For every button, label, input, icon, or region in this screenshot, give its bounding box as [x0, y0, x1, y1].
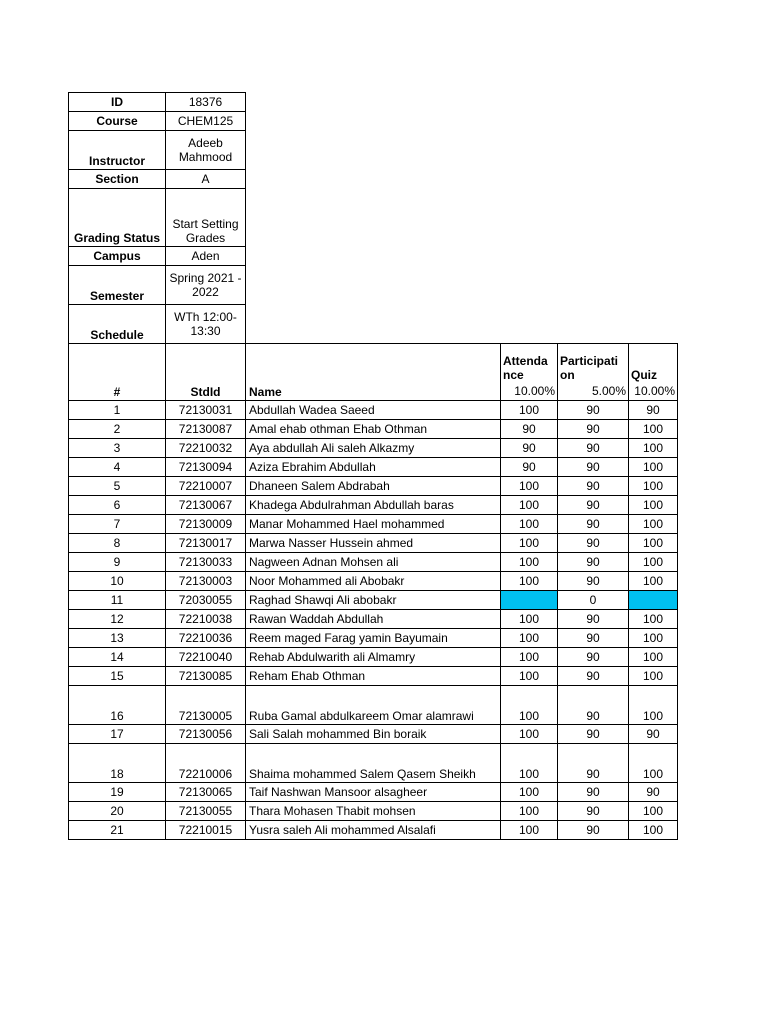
student-row	[69, 725, 678, 744]
student-id: 72130031	[166, 401, 246, 420]
info-label: Schedule	[69, 305, 166, 344]
student-name: Reem maged Farag yamin Bayumain	[246, 629, 501, 648]
participation-score: 90	[558, 420, 629, 439]
student-num: 7	[69, 515, 166, 534]
student-name: Aziza Ebrahim Abdullah	[246, 458, 501, 477]
student-row	[69, 572, 678, 591]
participation-score: 90	[558, 553, 629, 572]
participation-score: 90	[558, 534, 629, 553]
student-num: 17	[69, 725, 166, 744]
student-row	[69, 458, 678, 477]
info-label: Grading Status	[69, 189, 166, 247]
attendance-score: 100	[501, 783, 558, 802]
attendance-score: 90	[501, 420, 558, 439]
student-id: 72130017	[166, 534, 246, 553]
quiz-score: 100	[629, 686, 678, 725]
student-id: 72210036	[166, 629, 246, 648]
student-name: Sali Salah mohammed Bin boraik	[246, 725, 501, 744]
quiz-score: 100	[629, 496, 678, 515]
attendance-score: 100	[501, 553, 558, 572]
attendance-score: 100	[501, 610, 558, 629]
quiz-score: 100	[629, 477, 678, 496]
student-row	[69, 420, 678, 439]
quiz-score: 100	[629, 458, 678, 477]
course-info	[69, 93, 678, 401]
student-name: Raghad Shawqi Ali abobakr	[246, 591, 501, 610]
participation-score: 0	[558, 591, 629, 610]
attendance-score: 100	[501, 534, 558, 553]
info-value: Aden	[166, 247, 246, 266]
participation-score: 90	[558, 648, 629, 667]
student-id: 72130087	[166, 420, 246, 439]
quiz-score: 100	[629, 534, 678, 553]
attendance-score: 90	[501, 439, 558, 458]
attendance-score: 100	[501, 686, 558, 725]
student-num: 15	[69, 667, 166, 686]
quiz-score: 100	[629, 802, 678, 821]
participation-score: 90	[558, 572, 629, 591]
student-num: 14	[69, 648, 166, 667]
student-row	[69, 802, 678, 821]
info-label: Section	[69, 170, 166, 189]
student-num: 9	[69, 553, 166, 572]
student-row	[69, 686, 678, 725]
quiz-score: 100	[629, 821, 678, 840]
participation-score: 90	[558, 496, 629, 515]
student-row	[69, 610, 678, 629]
quiz-score: 90	[629, 783, 678, 802]
student-num: 19	[69, 783, 166, 802]
attendance-score: 100	[501, 802, 558, 821]
student-row	[69, 667, 678, 686]
attendance-score	[501, 591, 558, 610]
participation-score: 90	[558, 610, 629, 629]
info-label: Campus	[69, 247, 166, 266]
student-name: Aya abdullah Ali saleh Alkazmy	[246, 439, 501, 458]
attendance-score: 100	[501, 629, 558, 648]
student-row	[69, 629, 678, 648]
student-id: 72210007	[166, 477, 246, 496]
info-value: 18376	[166, 93, 246, 112]
student-row	[69, 591, 678, 610]
student-num: 2	[69, 420, 166, 439]
header-participation: Participati on	[558, 344, 629, 383]
header-name: Name	[246, 344, 501, 401]
student-id: 72130033	[166, 553, 246, 572]
student-list	[69, 401, 678, 840]
student-name: Amal ehab othman Ehab Othman	[246, 420, 501, 439]
attendance-score: 100	[501, 477, 558, 496]
info-row-grading-status	[69, 189, 678, 247]
student-num: 6	[69, 496, 166, 515]
attendance-score: 100	[501, 821, 558, 840]
student-num: 11	[69, 591, 166, 610]
column-header-row	[69, 344, 678, 383]
student-num: 20	[69, 802, 166, 821]
student-row	[69, 553, 678, 572]
info-value: Spring 2021 - 2022	[166, 266, 246, 305]
info-row-course	[69, 112, 678, 131]
student-name: Manar Mohammed Hael mohammed	[246, 515, 501, 534]
participation-score: 90	[558, 667, 629, 686]
attendance-score: 100	[501, 667, 558, 686]
header-stdid: StdId	[166, 344, 246, 401]
attendance-score: 100	[501, 744, 558, 783]
student-id: 72210032	[166, 439, 246, 458]
student-name: Rehab Abdulwarith ali Almamry	[246, 648, 501, 667]
participation-score: 90	[558, 783, 629, 802]
attendance-score: 100	[501, 496, 558, 515]
attendance-score: 100	[501, 725, 558, 744]
info-row-semester	[69, 266, 678, 305]
student-name: Yusra saleh Ali mohammed Alsalafi	[246, 821, 501, 840]
info-row-campus	[69, 247, 678, 266]
participation-score: 90	[558, 725, 629, 744]
student-name: Abdullah Wadea Saeed	[246, 401, 501, 420]
quiz-score: 100	[629, 420, 678, 439]
info-value: Adeeb Mahmood	[166, 131, 246, 170]
student-row	[69, 534, 678, 553]
participation-score: 90	[558, 439, 629, 458]
student-row	[69, 783, 678, 802]
attendance-score: 100	[501, 401, 558, 420]
student-name: Reham Ehab Othman	[246, 667, 501, 686]
info-value: A	[166, 170, 246, 189]
info-row-schedule	[69, 305, 678, 344]
quiz-score: 90	[629, 401, 678, 420]
info-label: ID	[69, 93, 166, 112]
student-name: Nagween Adnan Mohsen ali	[246, 553, 501, 572]
student-num: 3	[69, 439, 166, 458]
info-row-id	[69, 93, 678, 112]
student-num: 10	[69, 572, 166, 591]
student-name: Rawan Waddah Abdullah	[246, 610, 501, 629]
participation-score: 90	[558, 802, 629, 821]
grade-sheet	[68, 92, 678, 840]
student-id: 72130067	[166, 496, 246, 515]
info-value: WTh 12:00-13:30	[166, 305, 246, 344]
student-row	[69, 401, 678, 420]
student-id: 72030055	[166, 591, 246, 610]
student-row	[69, 648, 678, 667]
student-id: 72130005	[166, 686, 246, 725]
participation-score: 90	[558, 686, 629, 725]
info-label: Instructor	[69, 131, 166, 170]
student-id: 72210015	[166, 821, 246, 840]
quiz-score: 90	[629, 725, 678, 744]
student-id: 72210006	[166, 744, 246, 783]
weight-participation: 5.00%	[558, 383, 629, 401]
student-num: 13	[69, 629, 166, 648]
participation-score: 90	[558, 744, 629, 783]
student-row	[69, 439, 678, 458]
header-attendance: Attenda nce	[501, 344, 558, 383]
student-id: 72210040	[166, 648, 246, 667]
student-id: 72130094	[166, 458, 246, 477]
info-label: Course	[69, 112, 166, 131]
info-label: Semester	[69, 266, 166, 305]
student-num: 8	[69, 534, 166, 553]
student-id: 72130056	[166, 725, 246, 744]
student-num: 18	[69, 744, 166, 783]
student-row	[69, 821, 678, 840]
quiz-score: 100	[629, 439, 678, 458]
header-num: #	[69, 344, 166, 401]
student-num: 4	[69, 458, 166, 477]
attendance-score: 100	[501, 572, 558, 591]
grade-table	[68, 92, 678, 840]
quiz-score: 100	[629, 667, 678, 686]
student-num: 21	[69, 821, 166, 840]
student-num: 12	[69, 610, 166, 629]
student-name: Ruba Gamal abdulkareem Omar alamrawi	[246, 686, 501, 725]
quiz-score: 100	[629, 629, 678, 648]
student-name: Noor Mohammed ali Abobakr	[246, 572, 501, 591]
quiz-score: 100	[629, 553, 678, 572]
quiz-score	[629, 591, 678, 610]
student-id: 72130003	[166, 572, 246, 591]
student-id: 72130065	[166, 783, 246, 802]
student-name: Thara Mohasen Thabit mohsen	[246, 802, 501, 821]
quiz-score: 100	[629, 648, 678, 667]
participation-score: 90	[558, 477, 629, 496]
student-name: Khadega Abdulrahman Abdullah baras	[246, 496, 501, 515]
student-num: 1	[69, 401, 166, 420]
participation-score: 90	[558, 821, 629, 840]
weight-quiz: 10.00%	[629, 383, 678, 401]
attendance-score: 100	[501, 648, 558, 667]
participation-score: 90	[558, 401, 629, 420]
participation-score: 90	[558, 515, 629, 534]
attendance-score: 90	[501, 458, 558, 477]
attendance-score: 100	[501, 515, 558, 534]
student-id: 72210038	[166, 610, 246, 629]
student-name: Shaima mohammed Salem Qasem Sheikh	[246, 744, 501, 783]
header-quiz: Quiz	[629, 344, 678, 383]
student-id: 72130009	[166, 515, 246, 534]
student-num: 16	[69, 686, 166, 725]
student-id: 72130055	[166, 802, 246, 821]
student-num: 5	[69, 477, 166, 496]
student-name: Dhaneen Salem Abdrabah	[246, 477, 501, 496]
participation-score: 90	[558, 458, 629, 477]
student-name: Marwa Nasser Hussein ahmed	[246, 534, 501, 553]
info-value: CHEM125	[166, 112, 246, 131]
student-row	[69, 496, 678, 515]
quiz-score: 100	[629, 515, 678, 534]
student-name: Taif Nashwan Mansoor alsagheer	[246, 783, 501, 802]
weight-attendance: 10.00%	[501, 383, 558, 401]
student-id: 72130085	[166, 667, 246, 686]
info-row-instructor	[69, 131, 678, 170]
participation-score: 90	[558, 629, 629, 648]
quiz-score: 100	[629, 610, 678, 629]
student-row	[69, 477, 678, 496]
info-value: Start Setting Grades	[166, 189, 246, 247]
info-row-section	[69, 170, 678, 189]
quiz-score: 100	[629, 744, 678, 783]
quiz-score: 100	[629, 572, 678, 591]
student-row	[69, 744, 678, 783]
student-row	[69, 515, 678, 534]
